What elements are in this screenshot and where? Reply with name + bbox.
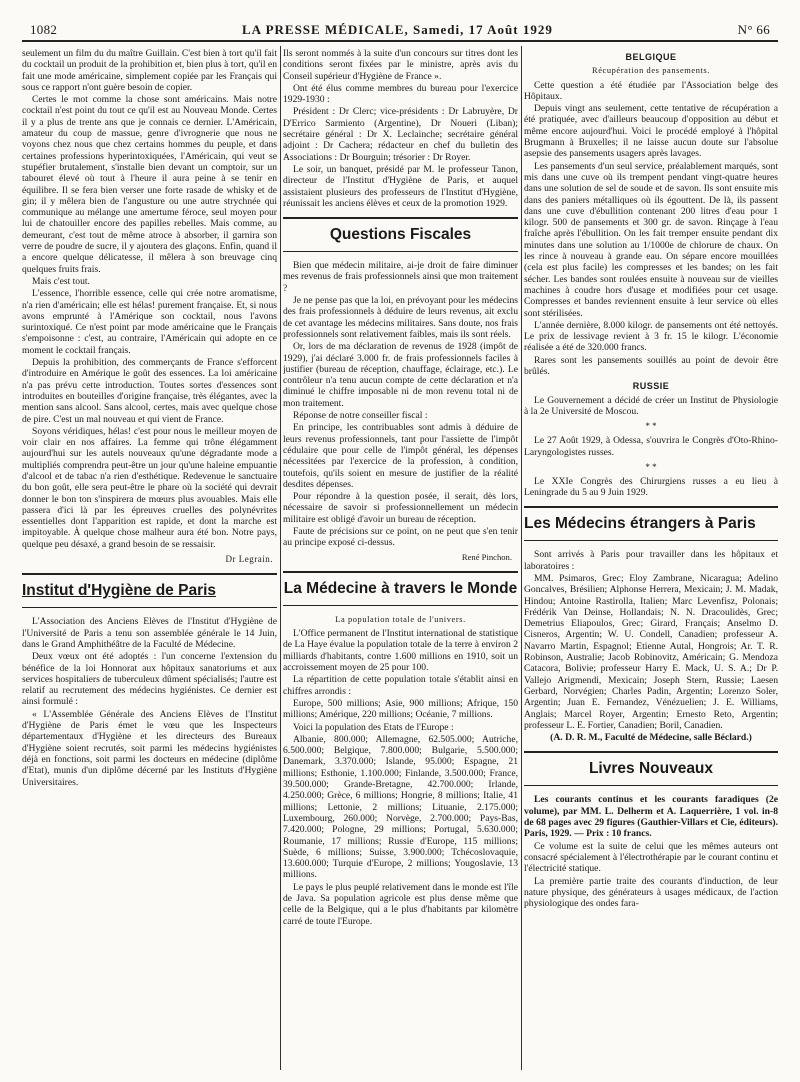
section-title-medecins-etrangers: Les Médecins étrangers à Paris: [524, 506, 778, 541]
paragraph: La répartition de cette population totale s'établit ainsi en chiffres arrondis :: [283, 674, 518, 697]
paragraph: Le pays le plus peuplé relativement dans le monde est l'île de Java. Sa population agricole est plus dense même que celle de la Belgique, qui a le plus d'habitants par kilomètre carré de toute l'Europe.: [283, 881, 518, 927]
country-heading-russie: RUSSIE: [632, 381, 670, 392]
country-heading-belgique: BELGIQUE: [625, 52, 677, 62]
paragraph: Certes le mot comme la chose sont américains. Mais notre cocktail n'est point du tout ce qu'il est au Nouveau Monde. Certes il y a plus de trente ans que je connais ce dernier. L'Américain, amateur du coup de massue, genre d'ivrognerie que nous ne voyons chez nous que chez certains hommes du peuple, et dans certaines professions hyperintoxiquées, l'Américain, qui veut se stupéfier brutalement, s'installe bien devant un comptoir, sur un tabouret élevé où tout à l'heure il aura peine à se tenir en équilibre. Il se fera bien verser une forte rasade de whisky et de gin; il y mêlera bien de l'angusture ou une autre strychnée qui communique au mélange une amertume féroce, seul moyen pour lui de chatouiller encore des papilles rebelles. Mais comme, au demeurant, c'est tout de même atroce à absorber, il garnira son verre de poudre de sucre, il y ajoutera des glaçons. Enfin, quand il a encore quelque délicatesse, il mêlera à son breuvage cinq quelques fruits frais.: [22, 94, 277, 275]
paragraph: Deux vœux ont été adoptés : l'un concerne l'extension du bénéfice de la loi Honnorat aux hôpitaux sanatoriums et aux services hospitaliers de tuberculeux dûment spécialisés; l'autre est relatif au recrutement des médecins hygiénistes. Ce dernier est ainsi formulé :: [22, 651, 277, 708]
paragraph: seulement un film du du maître Guillain. C'est bien à tort qu'il fait du cocktail un produit de la prohibition et, bien plus à tort, qu'il en fait une mode américaine, simplement copiée par les Français qui sous ce rapport n'ont guère besoin de copier.: [22, 48, 277, 93]
paragraph: Le Gouvernement a décidé de créer un Institut de Physiologie à la 2e Université de Moscou.: [524, 394, 778, 417]
paragraph: Sont arrivés à Paris pour travailler dans les hôpitaux et laboratoires :: [524, 549, 778, 572]
paragraph: Cette question a été étudiée par l'Association belge des Hôpitaux.: [524, 79, 778, 102]
separator-stars: * *: [645, 421, 657, 432]
paragraph: Voici la population des Etats de l'Europe :: [293, 721, 454, 733]
paragraph: La première partie traite des courants d'induction, de leur nature physique, des générateurs à usages médicaux, de l'action physiologique des ondes fara-: [524, 875, 778, 910]
paragraph: Rares sont les pansements souillés au point de devoir être brûlés.: [524, 354, 778, 378]
paragraph: L'Association des Anciens Elèves de l'Institut d'Hygiène de l'Université de Paris a tenu son assemblée générale le 14 Juin, dans le Grand Amphithéâtre de la Faculté de Médecine.: [22, 616, 277, 650]
paragraph: Ont été élus comme membres du bureau pour l'exercice 1929-1930 :: [283, 82, 518, 106]
column-2: [283, 48, 518, 1070]
section-title-livres-nouveaux: Livres Nouveaux: [524, 751, 778, 786]
paragraph: Le soir, un banquet, présidé par M. le professeur Tanon, directeur de l'Institut d'Hygiène de Paris, et auquel assistaient plusieurs des professeurs de l'Institut d'Hygiène, réunissait les anciens élèves et ceux de la promotion 1929.: [283, 163, 518, 209]
paragraph: MM. Psimaros, Grec; Eloy Zambrane, Nicaragua; Adelino Goncalves, Brésilien; Alphonse Herrera, Mexicain; J. M. Madak, Hindou; Antoine Rastirolla, Italien; Marc Levenfisz, Polonais; Frédérik Van Deinse, Hollandais; N. N. Dracoulidès, Grec; Demetrius Eliapoulos, Grec; Girard, Français; Anselmo D. Cisneros, Argentin; W. U. Condell, Canadien; professeur A. Navarro Martin, Espagnol; Etienne Autal, Hongrois; Ar. T. R. Robinson, Australie; Jacob Robinovitz, Américain; G. Mendoza Catacora, Bolivie; professeur Harry E. Mack, U. S. A.; Dr P. Vallejo Arigmendi, Mexicain; Joseph Stern, Russie; Laesen Gerbard, Norvégien; Charles Padin, Argentin; Lorenzo Soler, Argentin; Juan E. Fernandez, Vénézuelien; J. E. Williams, Anglais; Marcel Royer, Argentin; Ernesto Reto, Argentin; professeur L. E. Fortier, Canadien; Boril, Canadien.: [524, 572, 778, 731]
signature: Dr Legrain.: [225, 554, 273, 565]
paragraph: L'Office permanent de l'Institut international de statistique de La Haye évalue la population totale de la terre à environ 2 milliards d'habitants, contre 1.600 millions en 1910, soit un accroissement moyen de 25 pour 100.: [283, 628, 518, 674]
paragraph: Les pansements d'un seul service, préalablement marqués, sont mis dans une cuve où ils trempent pendant vingt-quatre heures dans une solution de sel de soude et de savon. Ils sont ensuite mis dans des paniers métalliques où ils égouttent. De là, ils passent dans une cuve d'ébullition contenant 200 litres d'eau pour 1 kilogr. 500 de pansements et 300 gr. de savon. Rinçage à l'eau fraîche après l'ébullition. On les fait tremper ensuite pendant dix minutes dans une solution au 1/1000e de chlorure de chaux. On les rince à nouveau à grande eau. On sépare encore mouillées (cela est plus facile) les compresses et les bandes; on les fait sécher. Les bandes sont roulées ensuite à nouveau sur de vieilles machines à coudre hors d'usage et modifiées pour cet usage. Compresses et bandes reviennent ensuite à leur service où elles sont stérilisées.: [524, 160, 778, 319]
page-number: 1082: [30, 22, 58, 37]
paragraph: Mais c'est tout.: [32, 275, 90, 287]
section-title-medecine-monde: La Médecine à travers le Monde: [283, 571, 518, 606]
paragraph: Le XXIe Congrès des Chirurgiens russes a eu lieu à Leningrade du 5 au 9 Juin 1929.: [524, 475, 778, 499]
paragraph: Depuis la prohibition, des commerçants de France s'efforcent d'introduire en Amérique le goût des essences. La loi américaine n'a pas prévu cette introduction. Toutes sortes d'essences sont introduites en bouteilles d'origine française, très élégantes, avec la mention sans alcool. Sans alcool, certes, mais avec quelque chose de pire. C'est un mal nouveau et qui vient de France.: [22, 357, 277, 425]
paragraph: En principe, les contribuables sont admis à déduire de leurs revenus professionnels, tant pour l'assiette de l'impôt cédulaire que pour celle de l'impôt général, les dépenses nécessitées par l'exercice de la profession, à condition, toutefois, qu'ils soient en mesure de justifier de la réalité desdites dépenses.: [283, 422, 518, 490]
paragraph: Je ne pense pas que la loi, en prévoyant pour les médecins des frais professionnels à déduire de leurs revenus, ait exclu de cet avantage les médecins militaires. Sans doute, nos frais professionnels sont relativement faibles, mais ils sont réels.: [283, 295, 518, 340]
paragraph: L'année dernière, 8.000 kilogr. de pansements ont été nettoyés. Le prix de lessivage revient à 3 fr. 15 le kilogr. L'économie réalisée a été de 320.000 francs.: [524, 319, 778, 354]
paragraph: Ce volume est la suite de celui que les mêmes auteurs ont consacré spécialement à l'électrothérapie par le courant continu et l'électricité statique.: [524, 840, 778, 875]
subsection-title: La population totale de l'univers.: [335, 614, 466, 624]
signature: René Pinchon.: [461, 551, 512, 562]
paragraph: L'essence, l'horrible essence, celle qui crée notre aromatisme, n'a rien d'américain; elle est hélas! purement française. Et, si nous avons emprunté à l'Amérique son cocktail, nous l'avons surintoxiqué. Ce n'est point par mode américaine que le Français s'empoisonne : c'est, au contraire, l'Américain qui adopte en ce moment le cocktail français.: [22, 288, 277, 356]
paragraph: Soyons véridiques, hélas! c'est pour nous le meilleur moyen de voir clair en nos affaires. La femme qui trône élégamment aujourd'hui sur les autels nouveaux qu'une dégradante mode a multipliés comprendra peut-être un jour qu'une haleine empuantie d'alcool et de tabac n'a rien d'esthétique. Redevenue le sanctuaire du bon goût, elle sera peut-être le phare où la société qui devrait donner le bon ton s'inspirera de mœurs plus avouables. Mais elle passera d'ici là par les épreuves cruelles des polynévrites essentielles dont l'apparition est rapide, et dont la marche est impitoyable. À quelque chose malheur aura été bon. Notre pays, quelque peu désaxé, a grand besoin de se ressaisir.: [22, 425, 277, 550]
paragraph: Pour répondre à la question posée, il serait, dès lors, nécessaire de savoir si professionnellement un médecin militaire est obligé d'avoir un bureau de réception.: [283, 491, 518, 525]
paragraph: Albanie, 800.000; Allemagne, 62.505.000; Autriche, 6.500.000; Belgique, 7.800.000; Bulgarie, 5.500.000; Danemark, 3.370.000; Islande, 95.000; Espagne, 21 millions; Esthonie, 1.100.000; Finlande, 3.500.000; France, 39.500.000; Grande-Bretagne, 42.700.000; Irlande, 4.250.000; Grèce, 6 millions; Hongrie, 8 millions; Italie, 41 millions; Lettonie, 2 millions; Lituanie, 2.175.000; Luxembourg, 260.000; Norvège, 2.700.000; Pays-Bas, 7.420.000; Pologne, 29 millions; Portugal, 5.630.000; Roumanie, 17 millions; Russie d'Europe, 115 millions; Suède, 6 millions; Suisse, 3.900.000; Tchécoslovaquie, 13.600.000; Turquie d'Europe, 2 millions; Yougoslavie, 13 millions.: [283, 733, 518, 881]
paragraph: Faute de précisions sur ce point, on ne peut que s'en tenir au principe exposé ci-dessus.: [283, 525, 518, 549]
column-divider: [521, 46, 522, 1070]
paragraph: Europe, 500 millions; Asie, 900 millions; Afrique, 150 millions; Amérique, 220 millions; Océanie, 7 millions.: [283, 697, 518, 721]
subsection-title: Récupération des pansements.: [592, 66, 710, 76]
journal-title: LA PRESSE MÉDICALE, Samedi, 17 Août 1929: [241, 22, 553, 37]
paragraph: Or, lors de ma déclaration de revenus de 1928 (impôt de 1929), j'ai déclaré 3.000 fr. de frais professionnels faciles à justifier (bureau de réception, chauffage, éclairage, etc.). Le contrôleur n'a tenu aucun compte de cette déclaration et n'a diminué le chiffre imposable ni de mon revenu total ni de mon traitement.: [283, 341, 518, 409]
issue-number: N° 66: [737, 22, 770, 37]
paragraph: Depuis vingt ans seulement, cette tentative de récupération a été pratiquée, avec d'ailleurs beaucoup d'opposition au début et même encore aujourd'hui. Voici le procédé employé à l'hôpital Brugmann à Bruxelles; il ne laisse aucun doute sur l'absolue asepsie des pansements usagers après lavages.: [524, 103, 778, 160]
header-rule: [22, 40, 778, 42]
section-title-institut: Institut d'Hygiène de Paris: [22, 573, 277, 608]
paragraph: Les courants continus et les courants faradiques (2e volume), par MM. L. Delherm et A. Laquerrière, 1 vol. in-8 de 68 pages avec 29 figures (Gauthier-Villars et Cie, éditeurs). Paris, 1929. — Prix : 10 francs.: [524, 794, 778, 840]
column-1: [22, 48, 277, 1070]
separator-stars: * *: [645, 461, 657, 472]
paragraph: Ils seront nommés à la suite d'un concours sur titres dont les conditions seront fixées par le ministre, après avis du Conseil supérieur d'Hygiène de France ».: [283, 48, 518, 82]
page-header: [30, 20, 770, 40]
paragraph: Le 27 Août 1929, à Odessa, s'ouvrira le Congrès d'Oto-Rhino-Laryngologistes russes.: [524, 435, 778, 458]
column-3: [524, 48, 778, 1070]
paragraph: Bien que médecin militaire, ai-je droit de faire diminuer mes revenus de frais professionnels ainsi que mon traitement ?: [283, 260, 518, 294]
paragraph: Président : Dr Clerc; vice-présidents : Dr Labruyère, Dr D'Errico Sarmiento (Argentine), Dr Noueri (Liban); secrétaire général : Dr X. Leclainche; secrétaire général adjoint : Dr Cachera; rédacteur en chef du bulletin des Associations : Dr Bourguin; trésorier : Dr Royer.: [283, 106, 518, 163]
section-title-questions-fiscales: Questions Fiscales: [283, 217, 518, 252]
paragraph: « L'Assemblée Générale des Anciens Elèves de l'Institut d'Hygiène de Paris émet le vœu que les Inspecteurs départementaux d'Hygiène et les directeurs des Bureaux d'Hygiène soient recrutés, soit parmi les médecins hygiénistes déjà en fonctions, soit parmi les docteurs en médecine (diplôme d'Etat), munis d'un diplôme décerné par les Instituts d'Hygiène Universitaires.: [22, 708, 277, 788]
paragraph: Réponse de notre conseiller fiscal :: [293, 410, 428, 422]
paragraph: (A. D. R. M., Faculté de Médecine, salle Béclard.): [550, 732, 752, 744]
column-divider: [280, 46, 281, 1070]
